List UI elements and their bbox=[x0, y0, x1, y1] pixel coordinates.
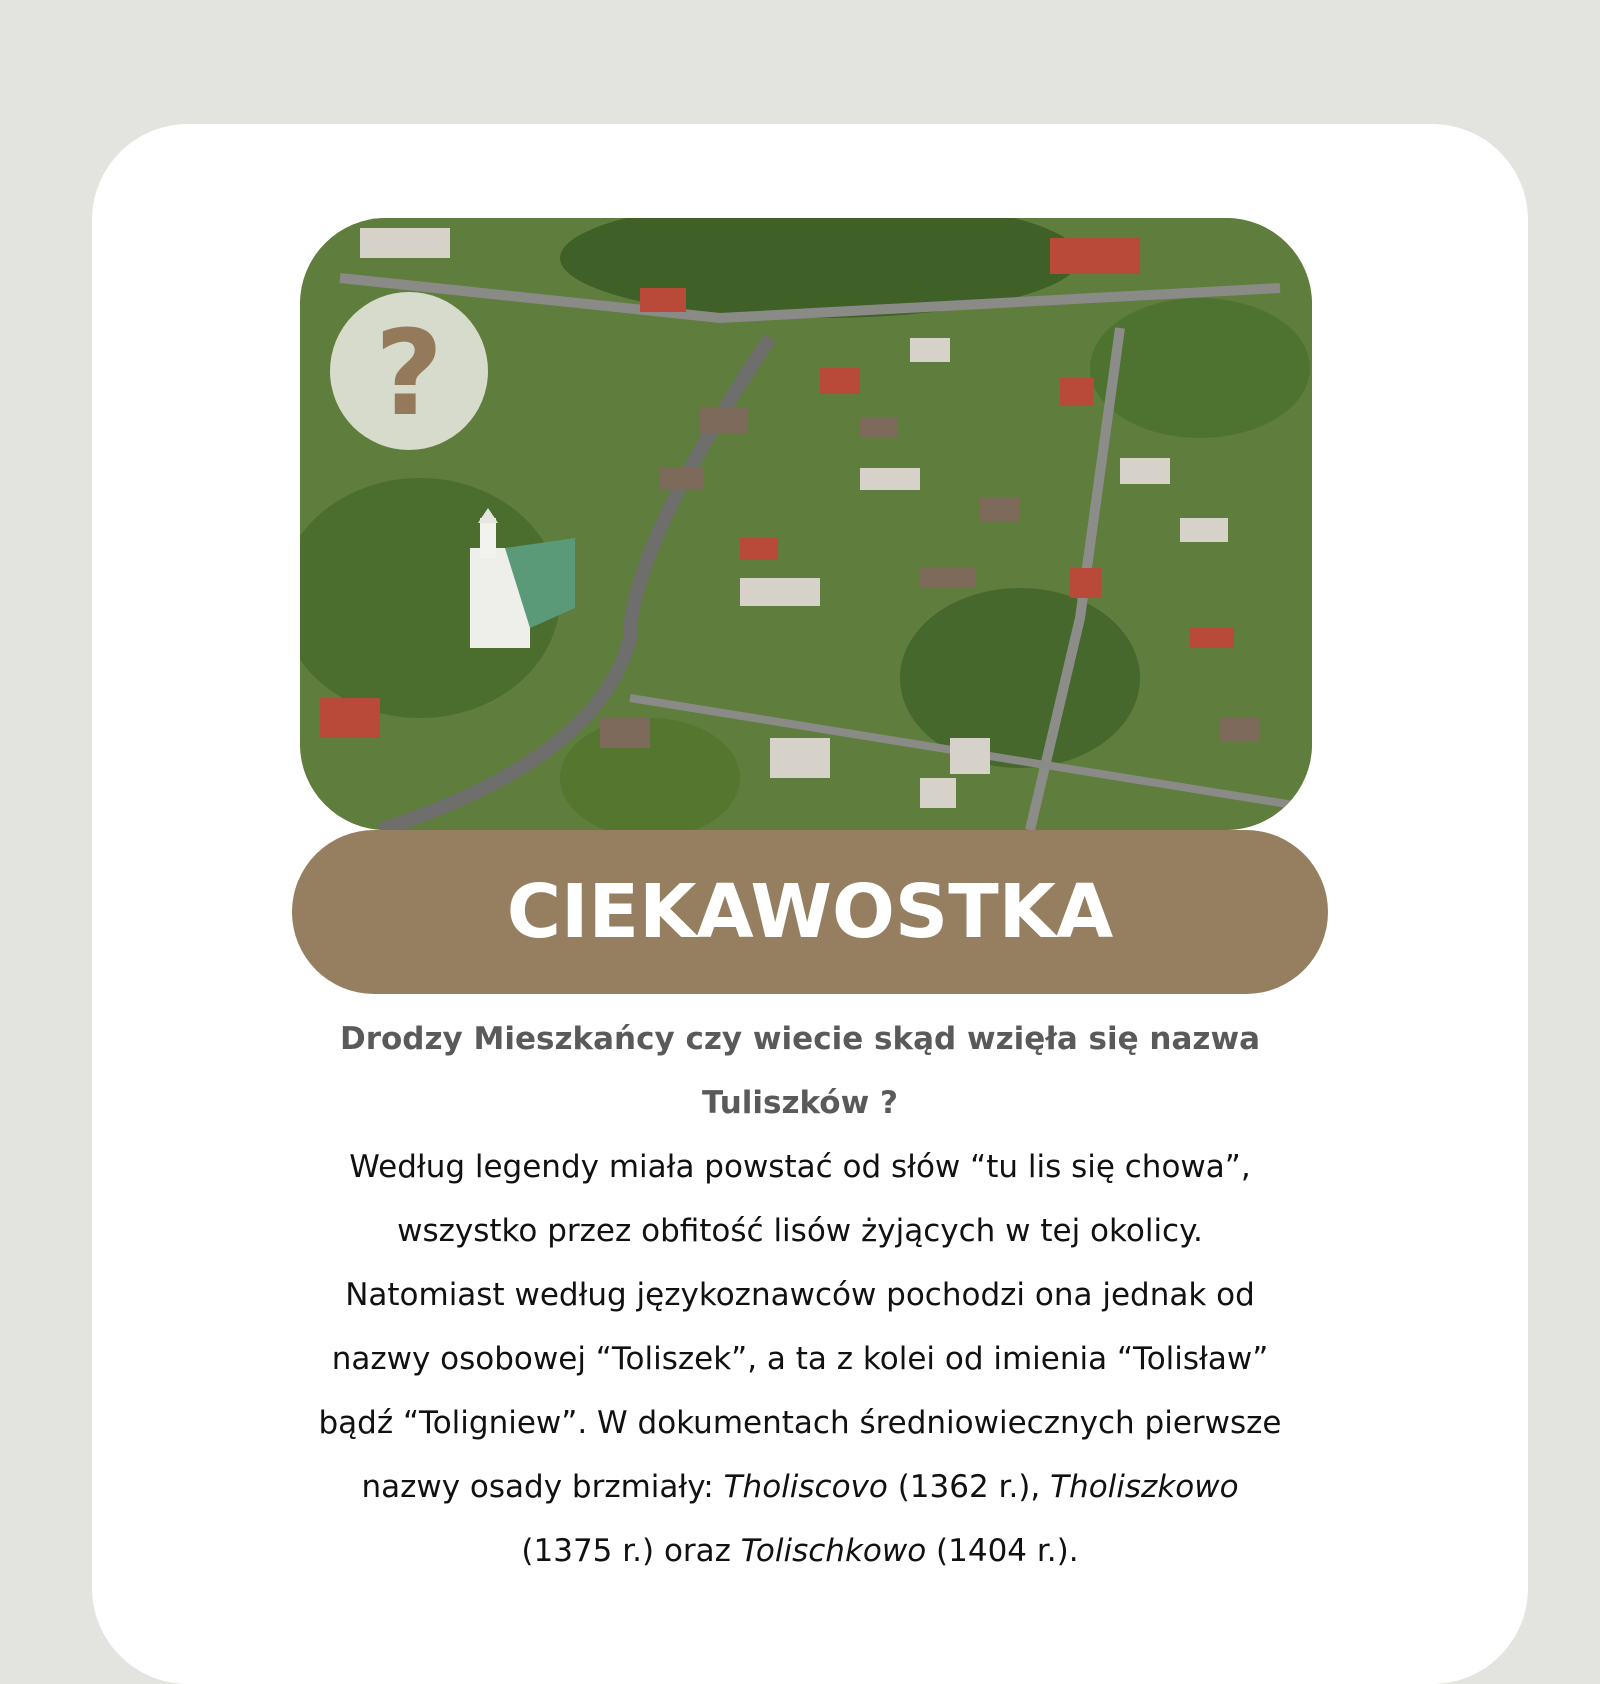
historic-name-tholiscovo: Tholiscovo bbox=[723, 1469, 888, 1505]
body-line-7-prefix: (1375 r.) oraz bbox=[521, 1533, 741, 1569]
body-line-5: bądź “Toligniew”. W dokumentach średniowiecznych pierwsze bbox=[318, 1405, 1282, 1441]
body-line-6-mid: (1362 r.), bbox=[887, 1469, 1051, 1505]
body-line-1: Według legendy miała powstać od słów “tu lis się chowa”, bbox=[349, 1149, 1251, 1185]
article-text bbox=[200, 1007, 1400, 1583]
body-line-6-prefix: nazwy osady brzmiały: bbox=[361, 1469, 724, 1505]
question-heading-line2: Tuliszków ? bbox=[701, 1085, 899, 1121]
body-line-2: wszystko przez obfitość lisów żyjących w tej okolicy. bbox=[397, 1213, 1203, 1249]
historic-name-tolischkowo: Tolischkowo bbox=[740, 1533, 927, 1569]
body-line-6 bbox=[200, 1455, 1400, 1519]
question-mark-icon: ? bbox=[374, 304, 444, 442]
body-line-3: Natomiast według językoznawców pochodzi ona jednak od bbox=[345, 1277, 1255, 1313]
body-line-7-suffix: (1404 r.). bbox=[926, 1533, 1079, 1569]
question-badge bbox=[330, 292, 488, 450]
historic-name-tholiszkowo: Tholiszkowo bbox=[1050, 1469, 1239, 1505]
page-title: CIEKAWOSTKA bbox=[506, 869, 1114, 955]
body-line-7 bbox=[200, 1519, 1400, 1583]
title-banner bbox=[292, 830, 1328, 994]
body-line-4: nazwy osobowej “Toliszek”, a ta z kolei od imienia “Tolisław” bbox=[331, 1341, 1269, 1377]
question-heading-line1: Drodzy Mieszkańcy czy wiecie skąd wzięła się nazwa bbox=[339, 1021, 1261, 1057]
